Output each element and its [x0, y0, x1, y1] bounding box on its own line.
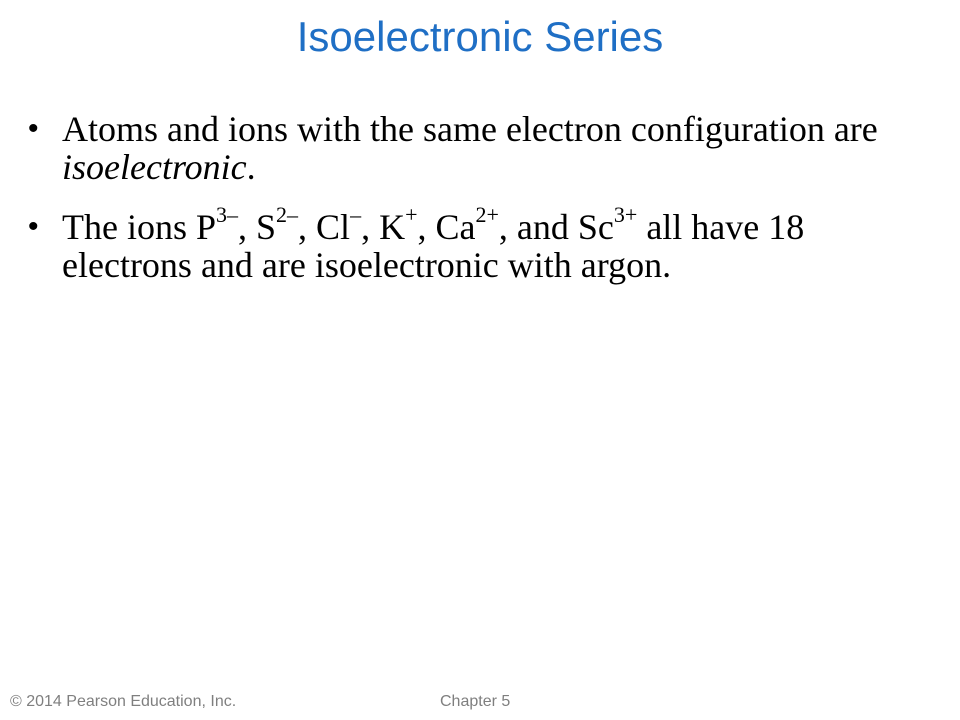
- emphasized-term: isoelectronic: [62, 147, 247, 187]
- footer-chapter: Chapter 5: [440, 693, 511, 710]
- ion-charge: –: [350, 202, 362, 227]
- ion-k: [379, 202, 418, 247]
- ion-sc: [577, 202, 638, 247]
- ion-charge: 3+: [613, 202, 638, 227]
- bullet-item-isoelectronic-definition: [28, 110, 928, 186]
- ion-separator: ,: [298, 207, 317, 247]
- ion-ca: [435, 202, 499, 247]
- ion-separator: ,: [361, 207, 380, 247]
- ion-p: [195, 202, 239, 247]
- ion-cl: [316, 202, 362, 247]
- ion-separator: , and: [498, 207, 578, 247]
- bullet-dot-icon: •: [28, 210, 39, 243]
- bullet-list: [28, 110, 928, 306]
- ion-symbol: Sc: [577, 207, 614, 247]
- bullet-item-ion-examples: [28, 202, 928, 285]
- bullet-text-end: all have 18 electrons and are isoelectronic with argon.: [62, 207, 805, 285]
- ion-symbol: Ca: [435, 207, 476, 247]
- footer-copyright: © 2014 Pearson Education, Inc.: [10, 693, 237, 710]
- ion-charge: 2–: [276, 202, 299, 227]
- ion-symbol: K: [379, 207, 406, 247]
- ion-symbol: P: [195, 207, 217, 247]
- ion-charge: 3–: [216, 202, 239, 227]
- ion-charge: 2+: [475, 202, 499, 227]
- ion-separator: ,: [238, 207, 257, 247]
- bullet-text-end: .: [246, 147, 256, 187]
- bullet-text: Atoms and ions with the same electron configuration are: [62, 109, 878, 149]
- ion-symbol: Cl: [316, 207, 351, 247]
- ion-s: [256, 202, 299, 247]
- bullet-text: The ions: [62, 207, 196, 247]
- ion-separator: ,: [417, 207, 436, 247]
- slide-title: Isoelectronic Series: [296, 13, 664, 60]
- ion-charge: +: [405, 202, 418, 227]
- bullet-dot-icon: •: [28, 112, 39, 145]
- ion-symbol: S: [256, 207, 277, 247]
